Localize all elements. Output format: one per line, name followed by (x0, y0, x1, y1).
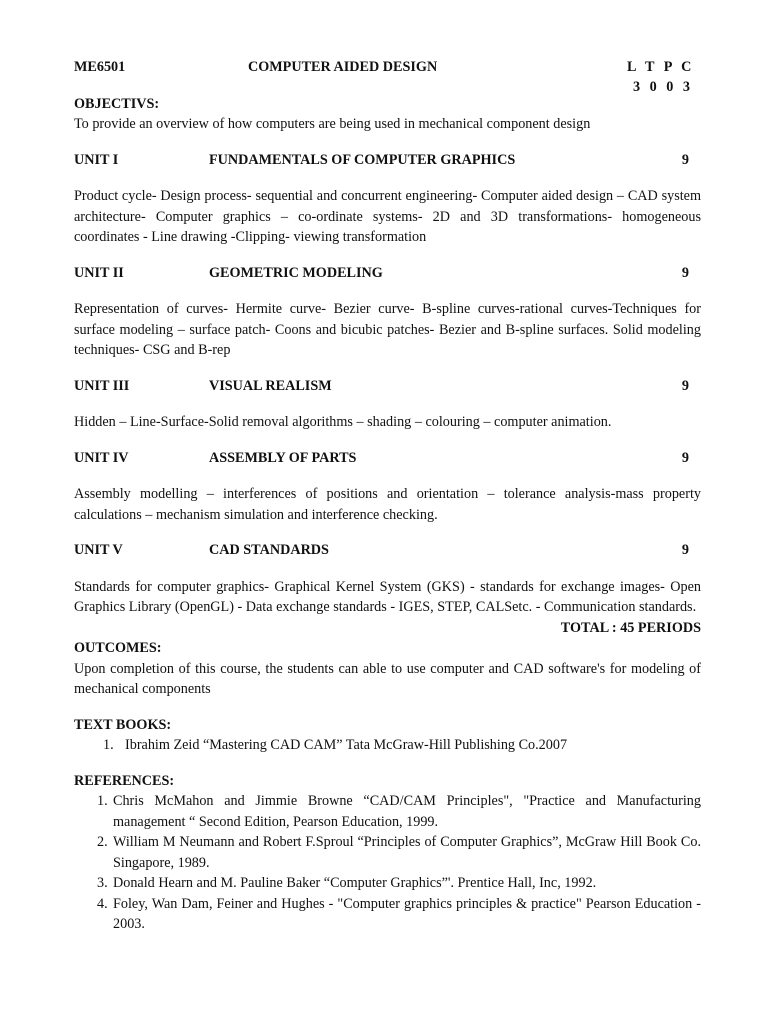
unit-4-header (74, 448, 701, 469)
ltpc-label: L T P C (627, 59, 692, 75)
list-item (74, 894, 701, 935)
references-heading: REFERENCES: (74, 772, 175, 789)
unit-label: UNIT IV (74, 449, 129, 466)
unit-hours: 9 (681, 264, 689, 281)
list-number: 4. (97, 895, 108, 912)
course-title: COMPUTER AIDED DESIGN (248, 59, 438, 75)
text-books-list (74, 735, 701, 756)
outcomes-text: Upon completion of this course, the students can able to use computer and CAD software's for modeling of mechanical components (74, 660, 701, 697)
reference-citation: Chris McMahon and Jimmie Browne “CAD/CAM Principles", "Practice and Manufacturing management “ Second Edition, Pearson Education, 1999. (113, 793, 701, 830)
list-item (74, 735, 701, 756)
list-number: 1. (103, 737, 114, 753)
unit-label: UNIT III (74, 377, 130, 394)
list-item (74, 832, 701, 873)
unit-label: UNIT I (74, 151, 119, 168)
total-periods: TOTAL : 45 PERIODS (560, 619, 701, 636)
unit-hours: 9 (681, 151, 689, 168)
unit-label: UNIT V (74, 542, 123, 558)
unit-3-header (74, 376, 701, 397)
unit-title: VISUAL REALISM (209, 377, 332, 394)
references-list (74, 791, 701, 935)
outcomes-heading: OUTCOMES: (74, 640, 162, 656)
unit-5-header (74, 540, 701, 561)
unit-title: ASSEMBLY OF PARTS (209, 449, 357, 466)
course-header (74, 57, 701, 78)
course-code: ME6501 (74, 59, 126, 75)
ltpc-values-row (74, 78, 701, 94)
reference-citation: Foley, Wan Dam, Feiner and Hughes - "Computer graphics principles & practice" Pearson Education - 2003. (113, 895, 701, 932)
unit-4-text: Assembly modelling – interferences of positions and orientation – tolerance analysis-mass property calculations – mechanism simulation and interference checking. (74, 486, 701, 523)
unit-hours: 9 (681, 449, 689, 466)
ltpc-values: 3 0 0 3 (633, 78, 691, 95)
unit-5-text: Standards for computer graphics- Graphical Kernel System (GKS) - standards for exchange images- Open Graphics Library (OpenGL) - Data exchange standards - IGES, STEP, CALSetc. - Communication standards. (74, 578, 701, 615)
unit-2-header (74, 263, 701, 284)
unit-title: CAD STANDARDS (209, 542, 329, 558)
book-citation: Ibrahim Zeid “Mastering CAD CAM” Tata McGraw-Hill Publishing Co.2007 (125, 737, 568, 753)
list-item (74, 873, 701, 894)
unit-2-text: Representation of curves- Hermite curve- Bezier curve- B-spline curves-rational curves-Techniques for surface modeling – surface patch- Coons and bicubic patches- Bezier and B-spline surfaces. Solid modeling techniques- CSG and B-rep (74, 301, 701, 358)
unit-hours: 9 (681, 377, 689, 394)
list-item (74, 791, 701, 832)
unit-1-header (74, 150, 701, 171)
text-books-heading: TEXT BOOKS: (74, 716, 172, 733)
list-number: 1. (97, 793, 108, 809)
list-number: 3. (97, 875, 108, 891)
objectives-text: To provide an overview of how computers are being used in mechanical component design (74, 116, 591, 132)
syllabus-page (74, 57, 701, 935)
list-number: 2. (97, 834, 108, 850)
unit-title: FUNDAMENTALS OF COMPUTER GRAPHICS (209, 151, 516, 168)
unit-3-text: Hidden – Line-Surface-Solid removal algorithms – shading – colouring – computer animation. (74, 414, 612, 430)
unit-label: UNIT II (74, 264, 124, 281)
unit-1-text: Product cycle- Design process- sequential and concurrent engineering- Computer aided design – CAD system architecture- Computer graphics – co-ordinate systems- 2D and 3D transformations- homogeneous coordinates - Line drawing -Clipping- viewing transformation (74, 188, 701, 245)
reference-citation: William M Neumann and Robert F.Sproul “Principles of Computer Graphics”, McGraw Hill Book Co. Singapore, 1989. (113, 834, 701, 871)
reference-citation: Donald Hearn and M. Pauline Baker “Computer Graphics”'. Prentice Hall, Inc, 1992. (113, 875, 597, 891)
unit-title: GEOMETRIC MODELING (209, 264, 383, 281)
objectives-heading: OBJECTIVS: (74, 95, 160, 112)
unit-hours: 9 (681, 542, 689, 558)
